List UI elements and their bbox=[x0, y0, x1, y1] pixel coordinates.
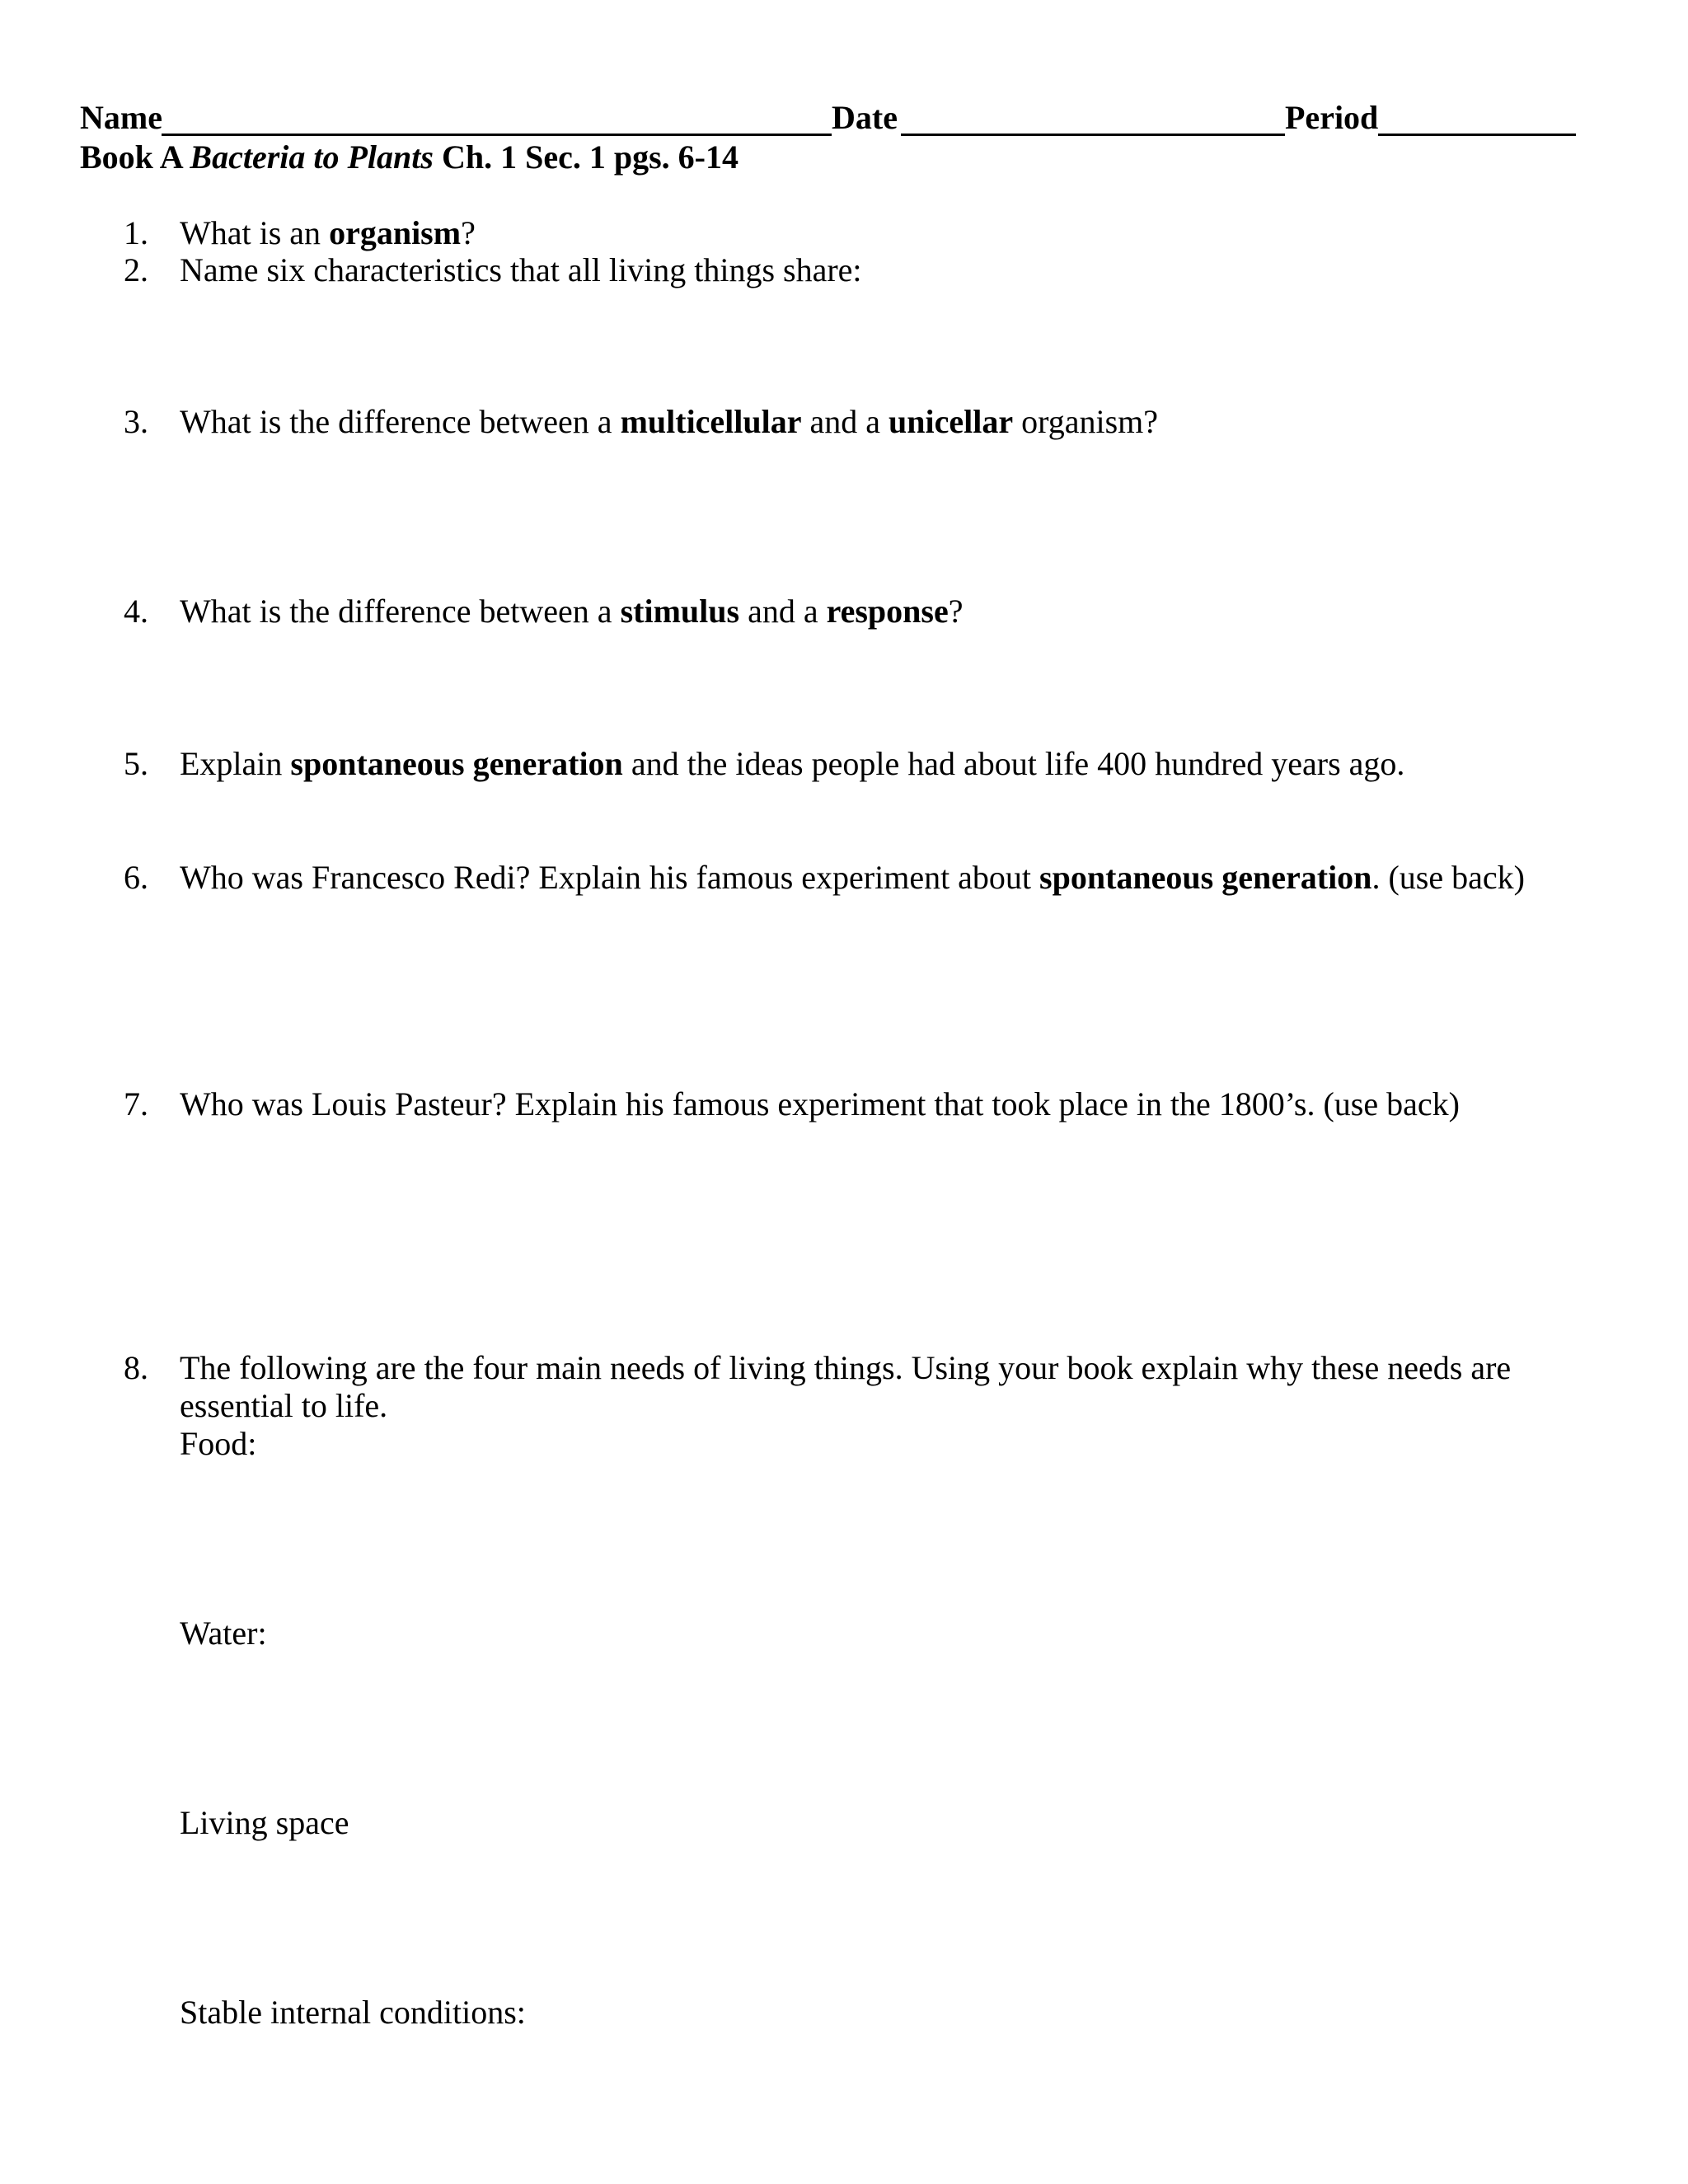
period-label: Period bbox=[1285, 99, 1379, 136]
key-term: stimulus bbox=[620, 593, 740, 630]
question-text: Who was Francesco Redi? Explain his famous experiment about spontaneous generation. (use back) bbox=[180, 859, 1525, 896]
key-term: multicellular bbox=[620, 403, 802, 440]
question-text: What is an organism? bbox=[180, 214, 476, 251]
book-suffix: Ch. 1 Sec. 1 pgs. 6-14 bbox=[433, 138, 739, 176]
question-text: What is the difference between a multicellular and a unicellar organism? bbox=[180, 403, 1159, 440]
question-number: 3. bbox=[124, 403, 148, 440]
book-title: Bacteria to Plants bbox=[190, 138, 434, 176]
need-living-space: Living space bbox=[180, 1804, 349, 1841]
book-reference bbox=[80, 137, 738, 178]
key-term: spontaneous generation bbox=[1039, 859, 1372, 896]
question-text: Who was Louis Pasteur? Explain his famous experiment that took place in the 1800’s. (use back) bbox=[180, 1085, 1460, 1122]
date-blank-line[interactable] bbox=[901, 134, 1285, 136]
question-number: 5. bbox=[124, 745, 148, 782]
name-blank-line[interactable] bbox=[162, 134, 832, 136]
key-term: unicellar bbox=[889, 403, 1014, 440]
student-info-header bbox=[80, 97, 1576, 138]
question-number: 7. bbox=[124, 1085, 148, 1122]
key-term: response bbox=[826, 593, 949, 630]
question-number: 2. bbox=[124, 251, 148, 288]
need-water: Water: bbox=[180, 1615, 267, 1652]
question-text: Name six characteristics that all living things share: bbox=[180, 251, 862, 288]
book-prefix: Book A bbox=[80, 138, 190, 176]
date-label: Date bbox=[832, 99, 898, 136]
key-term: spontaneous generation bbox=[290, 745, 623, 782]
name-label: Name bbox=[80, 99, 162, 136]
question-text: The following are the four main needs of living things. Using your book explain why these needs are essential to life. bbox=[180, 1349, 1512, 1424]
question-number: 8. bbox=[124, 1349, 148, 1386]
question-text: What is the difference between a stimulus and a response? bbox=[180, 593, 964, 630]
question-number: 4. bbox=[124, 593, 148, 630]
key-term: organism bbox=[329, 214, 462, 251]
need-stable-internal-conditions: Stable internal conditions: bbox=[180, 1994, 526, 2031]
need-food: Food: bbox=[180, 1425, 257, 1462]
question-number: 6. bbox=[124, 859, 148, 896]
question-text: Explain spontaneous generation and the ideas people had about life 400 hundred years ago. bbox=[180, 745, 1405, 782]
period-blank-line[interactable] bbox=[1378, 134, 1576, 136]
question-number: 1. bbox=[124, 214, 148, 251]
